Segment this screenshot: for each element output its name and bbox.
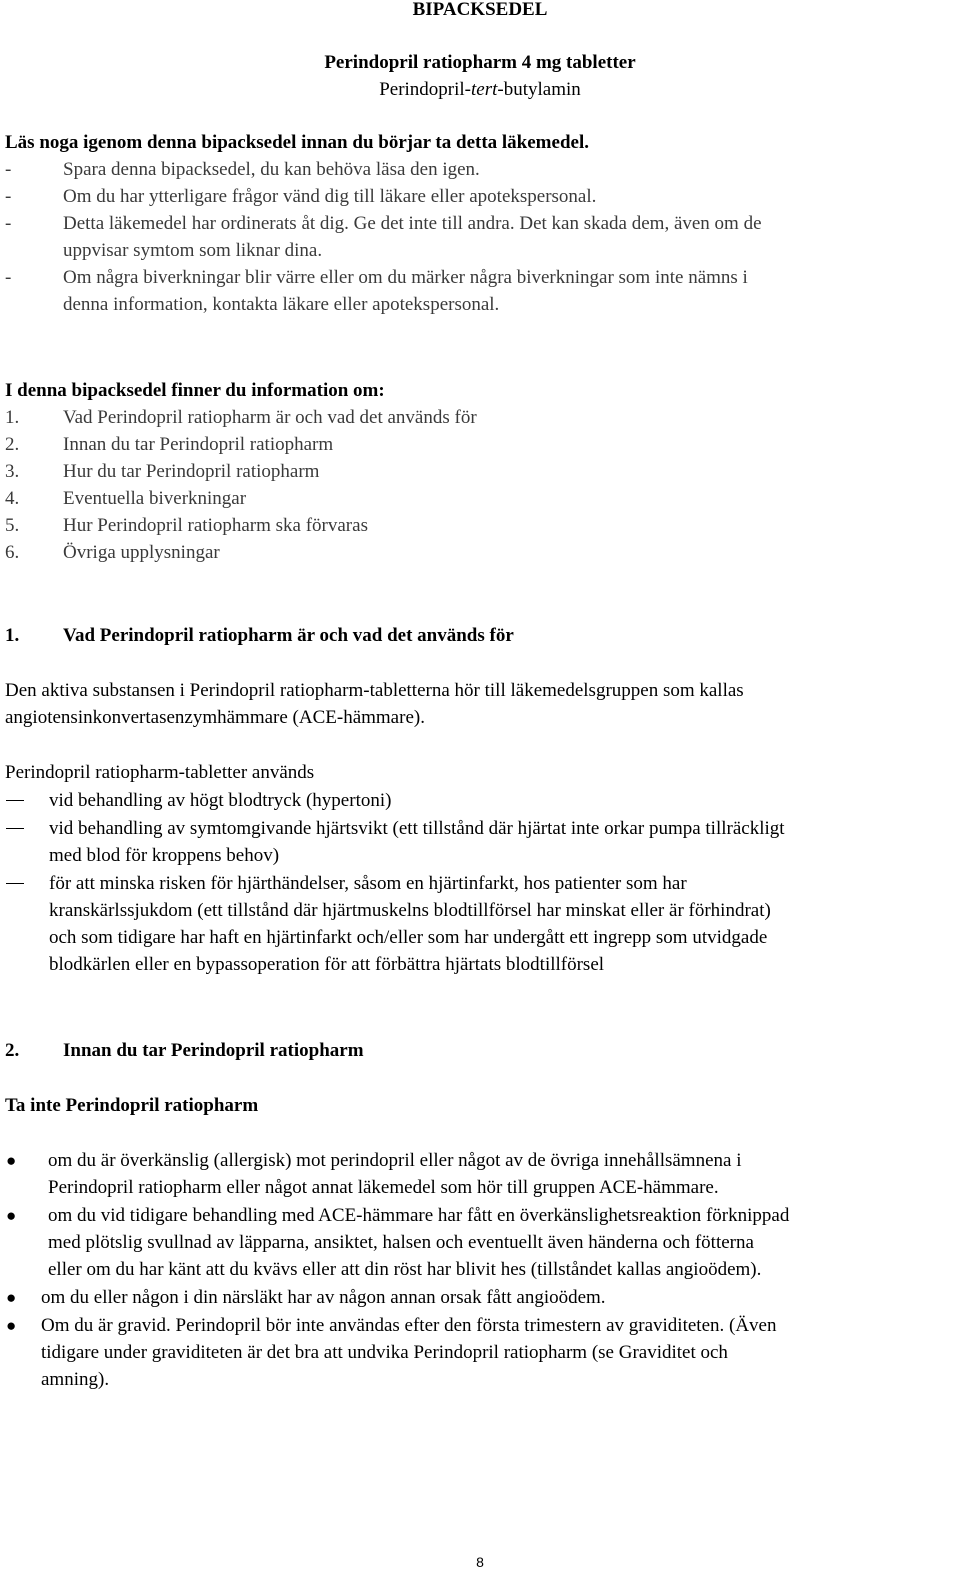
dash-marker-icon [6,870,24,897]
section1-use-text: med blod för kroppens behov) [49,845,280,866]
document-title: BIPACKSEDEL [412,0,548,20]
section2-bullet-text: Perindopril ratiopharm eller något annat läkemedel som hör till gruppen ACE-hämmare. [48,1177,719,1198]
section2-bullet-text: om du är överkänslig (allergisk) mot perindopril eller något av de övriga innehållsämnena i [48,1150,742,1171]
intro-item-text: Om några biverkningar blir värre eller om du märker några biverkningar som inte nämns i [63,267,748,288]
intro-item-dash: - [5,159,12,180]
toc-item-text: Hur du tar Perindopril ratiopharm [63,461,320,482]
toc-item-text: Vad Perindopril ratiopharm är och vad det används för [63,407,477,428]
section1-paragraph-line: angiotensinkonvertasenzymhämmare (ACE-hämmare). [5,707,425,728]
section1-paragraph-line: Den aktiva substansen i Perindopril ratiopharm-tabletterna hör till läkemedelsgruppen som kallas [5,680,744,701]
intro-item-dash: - [5,267,12,288]
bullet-icon: ● [6,1206,17,1225]
intro-item-dash: - [5,186,12,207]
toc-item-number: 3. [5,461,20,482]
section2-number: 2. [5,1040,20,1061]
substance-italic: tert [471,79,498,100]
section2-bullet-text: om du vid tidigare behandling med ACE-hämmare har fått en överkänslighetsreaktion förknippad [48,1205,790,1226]
toc-item-number: 1. [5,407,20,428]
toc-item-text: Eventuella biverkningar [63,488,247,509]
toc-item-number: 5. [5,515,20,536]
page-number: 8 [476,1554,484,1570]
intro-item-text: uppvisar symtom som liknar dina. [63,240,323,261]
section1-title: Vad Perindopril ratiopharm är och vad det används för [63,625,514,646]
bullet-icon: ● [6,1316,17,1335]
section1-use-text: vid behandling av högt blodtryck (hypertoni) [49,790,392,811]
toc-item-text: Hur Perindopril ratiopharm ska förvaras [63,515,368,536]
dash-marker-icon [6,815,24,842]
section1-use-text: vid behandling av symtomgivande hjärtsvikt (ett tillstånd där hjärtat inte orkar pumpa tillräckligt [49,818,785,839]
substance-prefix: Perindopril- [379,79,472,100]
bullet-icon: ● [6,1288,17,1307]
section2-subheading: Ta inte Perindopril ratiopharm [5,1095,259,1116]
section1-uses-intro: Perindopril ratiopharm-tabletter används [5,762,315,783]
section2-bullet-text: med plötslig svullnad av läpparna, ansiktet, halsen och eventuellt även händerna och fötterna [48,1232,754,1253]
intro-item-dash: - [5,213,12,234]
toc-item-number: 2. [5,434,20,455]
section2-bullet-text: eller om du har känt att du kvävs eller att din röst har blivit hes (tillståndet kallas angioödem). [48,1259,762,1280]
section1-use-text: för att minska risken för hjärthändelser, såsom en hjärtinfarkt, hos patienter som har [49,873,687,894]
active-substance [0,76,960,103]
section2-bullet-text: amning). [41,1369,110,1390]
section2-bullet-text: tidigare under graviditeten är det bra att undvika Perindopril ratiopharm (se Graviditet och [41,1342,728,1363]
toc-item-text: Övriga upplysningar [63,542,220,563]
section1-number: 1. [5,625,20,646]
intro-item-text: Spara denna bipacksedel, du kan behöva läsa den igen. [63,159,480,180]
section2-title: Innan du tar Perindopril ratiopharm [63,1040,364,1061]
section2-bullet-text: om du eller någon i din närsläkt har av någon annan orsak fått angioödem. [41,1287,606,1308]
intro-heading: Läs noga igenom denna bipacksedel innan du börjar ta detta läkemedel. [5,132,589,153]
section1-use-text: och som tidigare har haft en hjärtinfarkt och/eller som har undergått ett ingrepp som utvidgade [49,927,768,948]
toc-heading: I denna bipacksedel finner du information om: [5,380,385,401]
intro-item-text: Om du har ytterligare frågor vänd dig till läkare eller apotekspersonal. [63,186,597,207]
dash-marker-icon [6,787,24,814]
intro-item-text: Detta läkemedel har ordinerats åt dig. Ge det inte till andra. Det kan skada dem, även om de [63,213,762,234]
intro-item-text: denna information, kontakta läkare eller apotekspersonal. [63,294,500,315]
toc-item-number: 4. [5,488,20,509]
toc-item-number: 6. [5,542,20,563]
toc-item-text: Innan du tar Perindopril ratiopharm [63,434,334,455]
bullet-icon: ● [6,1151,17,1170]
product-title: Perindopril ratiopharm 4 mg tabletter [324,52,636,73]
section2-bullet-text: Om du är gravid. Perindopril bör inte användas efter den första trimestern av graviditeten. (Även [41,1315,777,1336]
substance-suffix: -butylamin [497,79,581,100]
section1-use-text: blodkärlen eller en bypassoperation för att förbättra hjärtats blodtillförsel [49,954,605,975]
section1-use-text: kranskärlssjukdom (ett tillstånd där hjärtmuskelns blodtillförsel har minskat eller är förhindrat) [49,900,771,921]
